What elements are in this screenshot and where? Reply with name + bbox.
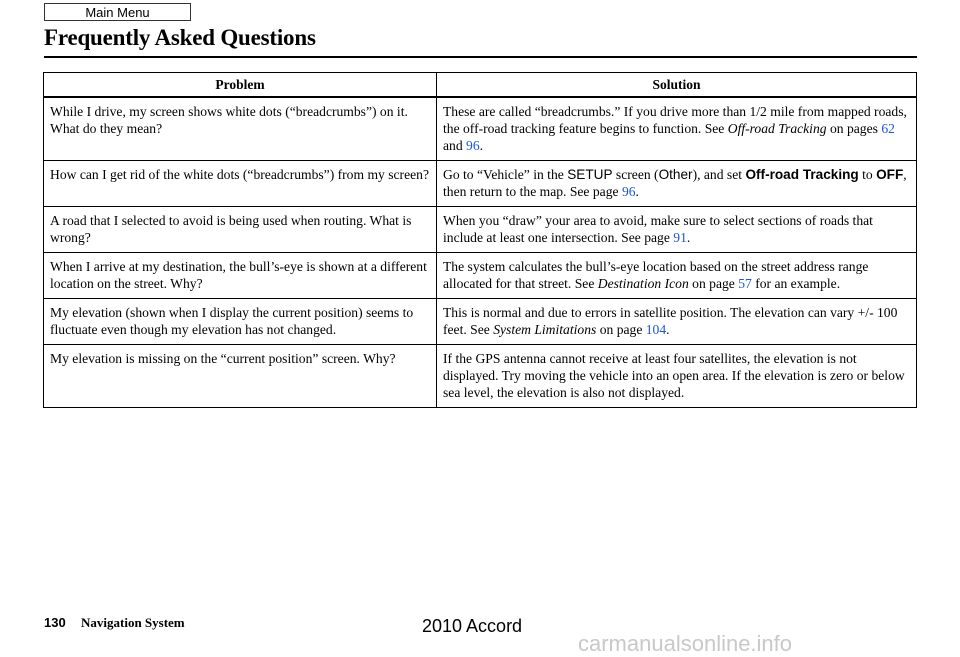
solution-text: for an example. <box>751 276 841 291</box>
solution-cell <box>437 345 917 408</box>
solution-text: on page <box>688 276 739 291</box>
watermark: carmanualsonline.info <box>578 631 793 656</box>
solution-text: . <box>479 138 484 153</box>
solution-text: screen ( <box>612 167 659 182</box>
solution-text: . <box>686 230 691 245</box>
page-link[interactable]: 62 <box>881 121 895 136</box>
main-menu-button[interactable]: Main Menu <box>44 3 191 21</box>
table-row <box>44 299 917 345</box>
solution-cell <box>437 299 917 345</box>
solution-text: Destination Icon <box>597 276 689 291</box>
page-number: 130 <box>44 615 66 630</box>
section-name: Navigation System <box>81 615 185 630</box>
solution-text: When you “draw” your area to avoid, make sure to select sections of roads that include at least one intersection. See page <box>443 213 873 245</box>
solution-text: OFF <box>876 167 904 182</box>
solution-text: This is normal and due to errors in satellite position. The elevation can vary +/- 100 feet. See <box>443 305 898 337</box>
solution-cell <box>437 253 917 299</box>
table-row <box>44 207 917 253</box>
title-divider <box>44 56 917 58</box>
problem-cell: How can I get rid of the white dots (“breadcrumbs”) from my screen? <box>44 161 437 207</box>
solution-text: on pages <box>826 121 882 136</box>
solution-cell <box>437 161 917 207</box>
solution-text: Off-road Tracking <box>745 167 859 182</box>
problem-cell: My elevation (shown when I display the current position) seems to fluctuate even though my elevation has not changed. <box>44 299 437 345</box>
problem-cell: A road that I selected to avoid is being used when routing. What is wrong? <box>44 207 437 253</box>
problem-cell: When I arrive at my destination, the bull’s-eye is shown at a different location on the street. Why? <box>44 253 437 299</box>
header-problem: Problem <box>44 73 437 98</box>
solution-text: Other <box>658 167 693 182</box>
solution-text: on page <box>596 322 646 337</box>
solution-text: SETUP <box>567 167 613 182</box>
solution-text: . <box>635 184 639 199</box>
solution-text: . <box>666 322 670 337</box>
solution-text: Go to “Vehicle” in the <box>443 167 568 182</box>
header-solution: Solution <box>437 73 917 98</box>
solution-text: to <box>858 167 877 182</box>
solution-cell <box>437 207 917 253</box>
table-row <box>44 97 917 161</box>
solution-text: System Limitations <box>493 322 597 337</box>
model-label: 2010 Accord <box>422 616 523 636</box>
page-title: Frequently Asked Questions <box>44 25 316 50</box>
table-row <box>44 345 917 408</box>
page-link[interactable]: 91 <box>673 230 687 245</box>
solution-text: The system calculates the bull’s-eye location based on the street address range allocated for that street. See <box>443 259 869 291</box>
table-row <box>44 253 917 299</box>
page-link[interactable]: 96 <box>466 138 480 153</box>
table-row <box>44 161 917 207</box>
page-link[interactable]: 96 <box>621 184 636 199</box>
page-link[interactable]: 57 <box>738 276 752 291</box>
solution-text: These are called “breadcrumbs.” If you drive more than 1/2 mile from mapped roads, the off-road tracking feature begins to function. See <box>443 104 907 136</box>
problem-cell: My elevation is missing on the “current position” screen. Why? <box>44 345 437 408</box>
solution-text: If the GPS antenna cannot receive at least four satellites, the elevation is not displayed. Try moving the vehicle into an open area. If the elevation is zero or below sea level, the elevation is also not displayed. <box>443 351 905 400</box>
solution-cell <box>437 97 917 161</box>
solution-text: and <box>443 138 467 153</box>
solution-text: Off-road Tracking <box>727 121 827 136</box>
problem-cell: While I drive, my screen shows white dots (“breadcrumbs”) on it. What do they mean? <box>44 97 437 161</box>
solution-text: ), and set <box>692 167 746 182</box>
faq-table <box>43 72 917 408</box>
page-link[interactable]: 104 <box>645 322 667 337</box>
solution-text: , then return to the map. See page <box>443 167 907 199</box>
